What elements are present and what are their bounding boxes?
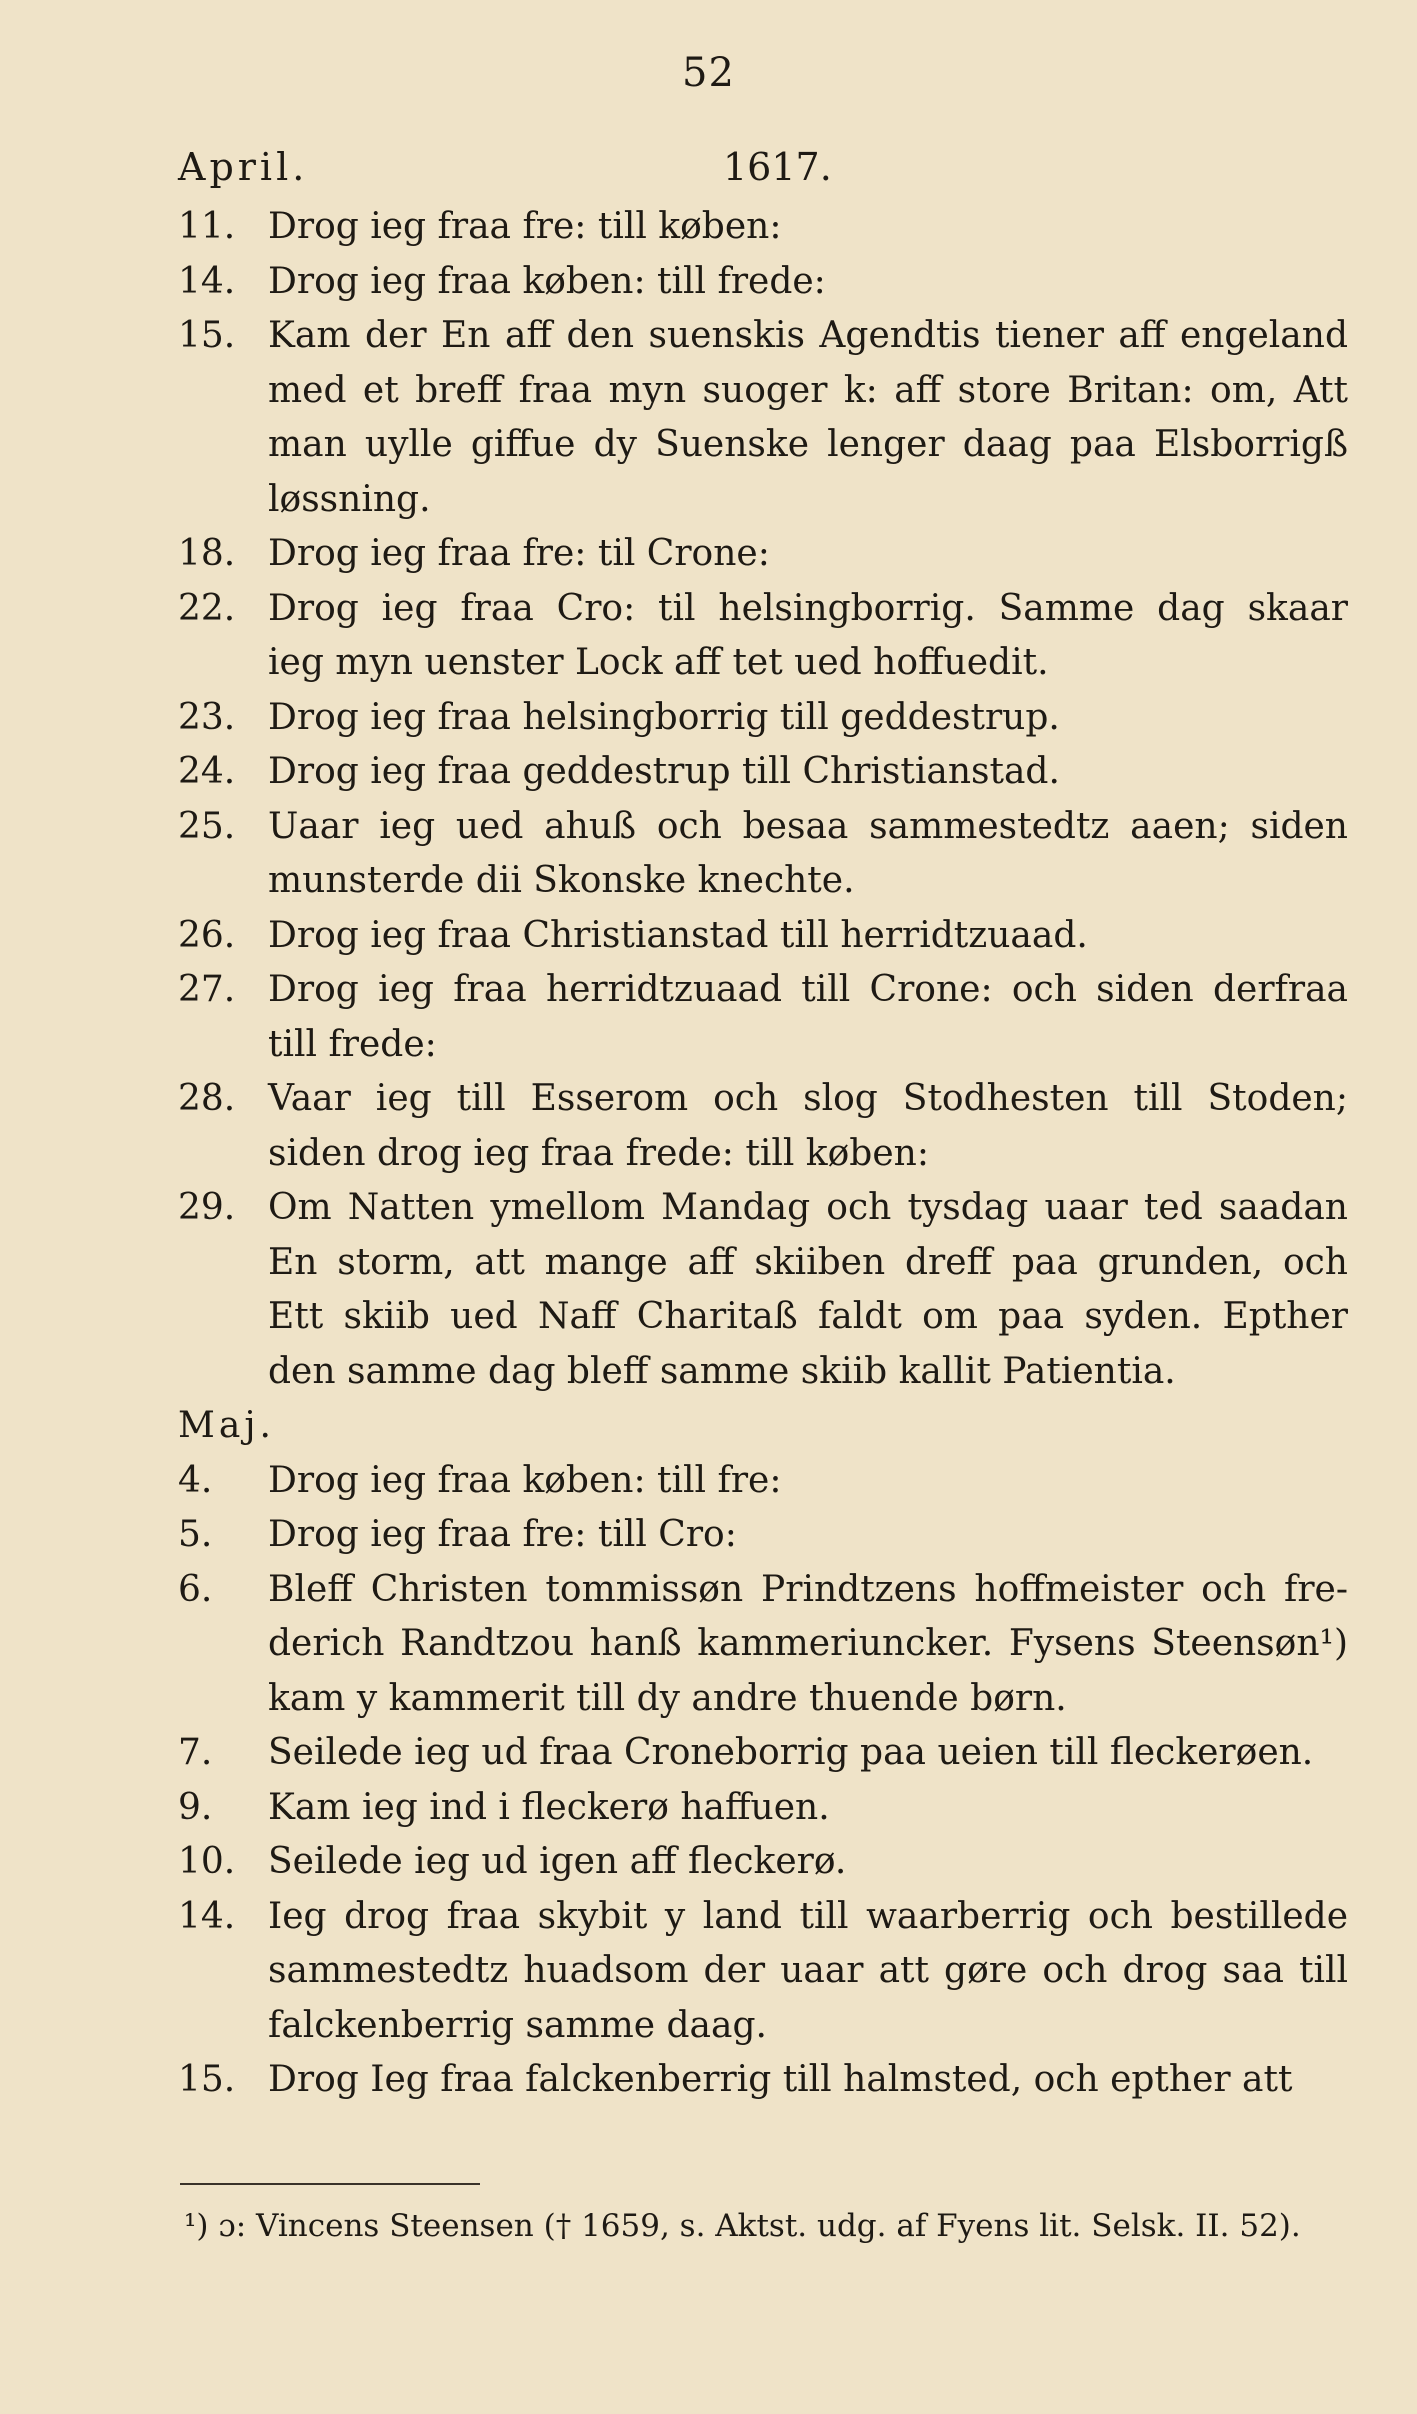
entry-day-number: 22.: [178, 587, 236, 629]
entry-text: [268, 800, 1348, 909]
entry-line: Uaar ieg ued ahuß och besaa sammestedtz aaen; siden: [268, 805, 1348, 847]
entry-line: Drog ieg fraa herridtzuaad till Crone: och siden derfraa: [268, 969, 1348, 1010]
entry-line: kam y kammerit till dy andre thuende børn.: [268, 1677, 1067, 1719]
entry-line: Drog ieg fraa geddestrup till Christianstad.: [268, 751, 1060, 792]
entry-text: [268, 1454, 1348, 1509]
diary-entry: [178, 309, 1348, 527]
diary-entries: [178, 200, 1348, 2108]
entry-line: med et breff fraa myn suoger k: aff store Britan: om, Att: [268, 369, 1348, 411]
entry-day-number: 15.: [178, 2059, 236, 2100]
entry-line: munsterde dii Skonske knechte.: [268, 860, 855, 901]
diary-entry: [178, 1454, 1348, 1509]
entry-day-number: 14.: [178, 260, 236, 302]
diary-entry: [178, 963, 1348, 1072]
diary-entry: [178, 909, 1348, 964]
entry-line: En storm, att mange aff skiiben dreff paa grunden, och: [268, 1241, 1348, 1283]
diary-entry: [178, 1181, 1348, 1399]
footnote: ¹) ɔ: Vincens Steensen († 1659, s. Aktst. udg. af Fyens lit. Selsk. II. 52).: [184, 2208, 1301, 2244]
entry-day-number: 14.: [178, 1895, 236, 1937]
entry-line: till frede:: [268, 1023, 437, 1065]
diary-entry: [178, 1563, 1348, 1727]
entry-line: Kam ieg ind i fleckerø haffuen.: [268, 1786, 830, 1828]
entry-line: Bleff Christen tommissøn Prindtzens hoffmeister och fre-: [268, 1568, 1348, 1610]
entry-line: Vaar ieg till Esserom och slog Stodhesten till Stoden;: [268, 1078, 1348, 1119]
entry-day-number: 15.: [178, 315, 236, 356]
entry-day-number: 27.: [178, 969, 236, 1010]
entry-day-number: 23.: [178, 696, 236, 738]
entry-text: [268, 1781, 1348, 1836]
entry-line: Drog ieg fraa fre: til Crone:: [268, 533, 770, 574]
entry-day-number: 11.: [178, 206, 236, 247]
entry-line: man uylle giffue dy Suenske lenger daag paa Elsborrigß: [268, 424, 1348, 465]
entry-text: [268, 1181, 1348, 1399]
entry-text: [268, 1563, 1348, 1727]
entry-line: falckenberrig samme daag.: [268, 2004, 767, 2046]
month-label: Maj.: [178, 1405, 275, 1446]
entry-line: Seilede ieg ud igen aff fleckerø.: [268, 1841, 847, 1882]
page-number: 52: [682, 50, 735, 96]
diary-entry: [178, 1781, 1348, 1836]
entry-text: [268, 909, 1348, 964]
entry-line: siden drog ieg fraa frede: till køben:: [268, 1132, 929, 1174]
entry-line: derich Randtzou hanß kammeriuncker. Fysens Steensøn¹): [268, 1623, 1348, 1664]
entry-text: [268, 582, 1348, 691]
diary-entry: [178, 200, 1348, 255]
entry-text: [268, 963, 1348, 1072]
diary-entry: [178, 1835, 1348, 1890]
entry-day-number: 9.: [178, 1786, 213, 1828]
entry-day-number: 25.: [178, 805, 236, 847]
entry-text: [268, 1890, 1348, 2054]
header-year: 1617.: [723, 145, 832, 189]
entry-line: Drog ieg fraa Cro: til helsingborrig. Samme dag skaar: [268, 587, 1348, 629]
entry-day-number: 4.: [178, 1459, 213, 1501]
entry-line: Om Natten ymellom Mandag och tysdag uaar ted saadan: [268, 1187, 1348, 1228]
entry-line: Drog ieg fraa køben: till fre:: [268, 1459, 782, 1501]
entry-line: ieg myn uenster Lock aff tet ued hoffuedit.: [268, 642, 1049, 683]
diary-entry: [178, 1890, 1348, 2054]
diary-entry: [178, 1726, 1348, 1781]
diary-entry: [178, 255, 1348, 310]
diary-entry: [178, 1072, 1348, 1181]
entry-line: løssning.: [268, 478, 431, 520]
diary-entry: [178, 800, 1348, 909]
entry-day-number: 29.: [178, 1187, 236, 1228]
entry-line: den samme dag bleff samme skiib kallit Patientia.: [268, 1350, 1176, 1392]
entry-day-number: 7.: [178, 1732, 213, 1773]
entry-text: [268, 309, 1348, 527]
entry-text: [268, 527, 1348, 582]
entry-day-number: 6.: [178, 1568, 213, 1610]
header-month: April.: [178, 145, 309, 189]
footnote-divider: [180, 2183, 480, 2185]
diary-entry: [178, 1508, 1348, 1563]
entry-text: [268, 200, 1348, 255]
entry-line: Ett skiib ued Naff Charitaß faldt om paa syden. Epther: [268, 1296, 1348, 1337]
diary-entry: [178, 745, 1348, 800]
entry-day-number: 26.: [178, 914, 236, 956]
diary-entry: [178, 582, 1348, 691]
entry-day-number: 10.: [178, 1841, 236, 1882]
entry-text: [268, 1835, 1348, 1890]
diary-entry: [178, 527, 1348, 582]
entry-day-number: 24.: [178, 751, 236, 792]
entry-text: [268, 691, 1348, 746]
entry-day-number: 28.: [178, 1078, 236, 1119]
entry-text: [268, 255, 1348, 310]
entry-day-number: 5.: [178, 1514, 213, 1555]
entry-text: [268, 1072, 1348, 1181]
entry-line: Drog ieg fraa helsingborrig till geddestrup.: [268, 696, 1060, 738]
entry-line: Kam der En aff den suenskis Agendtis tiener aff engeland: [268, 315, 1348, 356]
entry-line: Drog ieg fraa fre: till Cro:: [268, 1514, 737, 1555]
entry-line: Drog ieg fraa fre: till køben:: [268, 206, 782, 247]
diary-entry: [178, 2053, 1348, 2108]
entry-line: Drog Ieg fraa falckenberrig till halmsted, och epther att: [268, 2059, 1293, 2100]
entry-text: [268, 2053, 1348, 2108]
entry-text: [268, 1726, 1348, 1781]
entry-line: Drog ieg fraa køben: till frede:: [268, 260, 826, 302]
entry-text: [268, 1508, 1348, 1563]
entry-line: Drog ieg fraa Christianstad till herridtzuaad.: [268, 914, 1088, 956]
entry-line: Ieg drog fraa skybit y land till waarberrig och bestillede: [268, 1895, 1348, 1937]
entry-line: sammestedtz huadsom der uaar att gøre och drog saa till: [268, 1950, 1348, 1991]
diary-entry: [178, 691, 1348, 746]
entry-text: [268, 745, 1348, 800]
entry-line: Seilede ieg ud fraa Croneborrig paa ueien till fleckerøen.: [268, 1732, 1314, 1773]
entry-day-number: 18.: [178, 533, 236, 574]
